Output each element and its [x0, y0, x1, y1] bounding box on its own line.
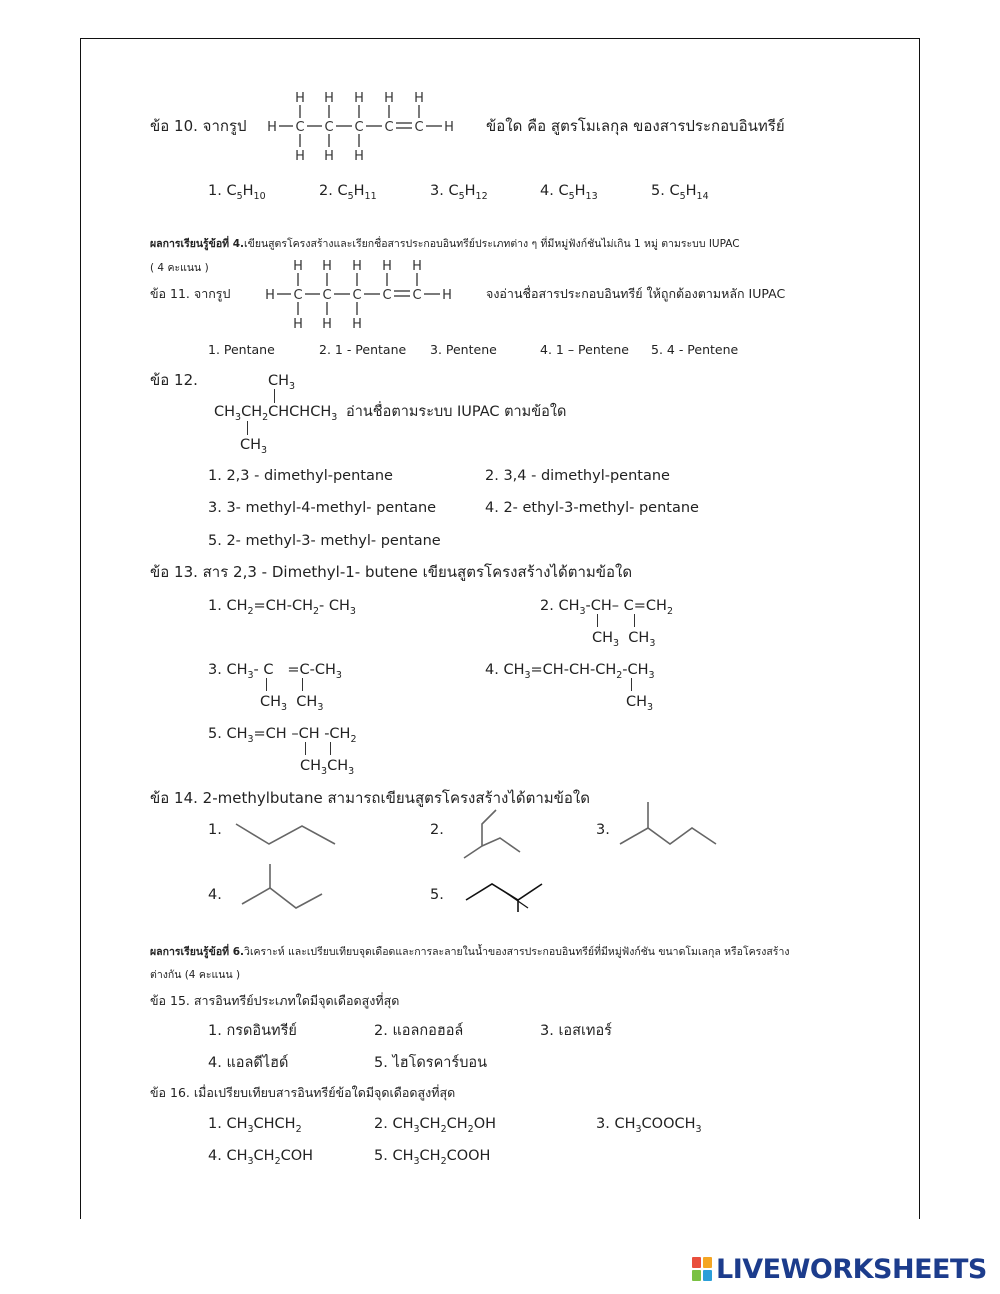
q14-option-1-skeleton[interactable]: [234, 820, 338, 848]
q12-option-4[interactable]: 4. 2- ethyl-3-methyl- pentane: [485, 500, 699, 516]
q13-option-5[interactable]: 5. $CH_3=CH$ –CH $-CH_2$: [208, 726, 357, 745]
worksheet-page: [80, 38, 920, 1219]
logo-icon: [692, 1257, 712, 1281]
q10-option-4[interactable]: 4. $C_5H_{13}$: [540, 183, 598, 202]
svg-text:C: C: [293, 288, 303, 303]
q10-option-3[interactable]: 3. $C_5H_{12}$: [430, 183, 488, 202]
q10-question: ข้อใด คือ สูตรโมเลกุล ของสารประกอบอินทรีย์: [486, 117, 785, 135]
svg-text:H: H: [352, 317, 362, 332]
q10-pentene-structure: [266, 88, 462, 164]
q13-opt2-branches: $CH_3$ $CH_3$: [592, 630, 656, 649]
q13-option-4[interactable]: 4. $CH_3=CH-CH-CH_2-CH_3$: [485, 662, 655, 681]
logo-square-blue: [703, 1270, 712, 1281]
svg-text:H: H: [412, 259, 422, 274]
svg-text:H: H: [322, 317, 332, 332]
q13-question: ข้อ 13. สาร 2,3 - Dimethyl-1- butene เขียนสูตรโครงสร้างได้ตามข้อใด: [150, 563, 633, 581]
q11-option-4[interactable]: 4. 1 – Pentene: [540, 342, 629, 357]
outcome-6: ผลการเรียนรู้ข้อที่ 6.วิเคราะห์ และเปรียบเทียบจุดเดือดและการละลายในน้ำของสารประกอบอินทรีย์ที่มีหมู่ฟังก์ชัน ขนาดโมเลกุล หรือโครงสร้าง: [150, 946, 790, 958]
svg-text:H: H: [295, 149, 305, 164]
q11-prefix: ข้อ 11. จากรูป: [150, 286, 231, 301]
svg-text:H: H: [324, 149, 334, 164]
q14-number-3: 3.: [596, 822, 610, 838]
q12-option-2[interactable]: 2. 3,4 - dimethyl-pentane: [485, 468, 670, 484]
logo-square-orange: [703, 1257, 712, 1268]
q12-option-1[interactable]: 1. 2,3 - dimethyl-pentane: [208, 468, 393, 484]
q12-bond-top: [274, 389, 275, 403]
q16-option-3[interactable]: 3. $CH_3COOCH_3$: [596, 1116, 702, 1135]
q14-number-4: 4.: [208, 887, 222, 903]
outcome-6-score: ต่างกัน (4 คะแนน ): [150, 969, 241, 981]
q13-opt4-branch: $CH_3$: [626, 694, 654, 713]
svg-text:H: H: [267, 120, 277, 135]
outcome-4-score: ( 4 คะแนน ): [150, 262, 209, 274]
svg-text:H: H: [295, 91, 305, 106]
q14-option-3-skeleton[interactable]: [618, 800, 720, 848]
q14-question: ข้อ 14. 2-methylbutane สามารถเขียนสูตรโครงสร้างได้ตามข้อใด: [150, 789, 590, 807]
svg-text:H: H: [352, 259, 362, 274]
q14-option-2-skeleton[interactable]: [460, 808, 524, 862]
q12-top-methyl: $CH_3$: [268, 373, 296, 392]
q16-option-1[interactable]: 1. $CH_3CHCH_2$: [208, 1116, 302, 1135]
q15-option-4[interactable]: 4. แอลดีไฮด์: [208, 1055, 289, 1071]
q10-prefix: ข้อ 10. จากรูป: [150, 117, 247, 135]
svg-text:C: C: [382, 288, 392, 303]
svg-text:H: H: [322, 259, 332, 274]
q15-option-2[interactable]: 2. แอลกอฮอล์: [374, 1023, 464, 1039]
svg-text:H: H: [354, 149, 364, 164]
svg-text:H: H: [293, 259, 303, 274]
q12-bond-bottom: [247, 421, 248, 435]
q16-option-2[interactable]: 2. $CH_3CH_2CH_2OH$: [374, 1116, 497, 1135]
svg-text:H: H: [384, 91, 394, 106]
q13-opt3-bond-2: [302, 678, 303, 691]
q11-option-1[interactable]: 1. Pentane: [208, 342, 275, 357]
q11-pentene-structure: [262, 256, 458, 332]
svg-text:H: H: [293, 317, 303, 332]
svg-text:H: H: [382, 259, 392, 274]
q13-option-2[interactable]: 2. $CH_3-CH-$ $C=CH_2$: [540, 598, 673, 617]
svg-text:H: H: [324, 91, 334, 106]
logo-text: LIVEWORKSHEETS: [716, 1253, 987, 1285]
q16-option-4[interactable]: 4. $CH_3CH_2COH$: [208, 1148, 314, 1167]
q11-option-5[interactable]: 5. 4 - Pentene: [651, 342, 739, 357]
logo-square-green: [692, 1270, 701, 1281]
q13-opt5-bond-1: [305, 742, 306, 755]
q10-option-5[interactable]: 5. $C_5H_{14}$: [651, 183, 709, 202]
svg-text:C: C: [324, 120, 334, 135]
logo-square-red: [692, 1257, 701, 1268]
q12-option-5[interactable]: 5. 2- methyl-3- methyl- pentane: [208, 533, 441, 549]
q12-bottom-methyl: $CH_3$: [240, 437, 268, 456]
q12-prefix: ข้อ 12.: [150, 371, 198, 389]
svg-text:H: H: [414, 91, 424, 106]
q11-question: จงอ่านชื่อสารประกอบอินทรีย์ ให้ถูกต้องตามหลัก IUPAC: [486, 286, 786, 301]
q10-option-2[interactable]: 2. $C_5H_{11}$: [319, 183, 377, 202]
q13-opt3-branches: $CH_3$ $CH_3$: [260, 694, 324, 713]
q13-opt2-bond-2: [634, 614, 635, 627]
svg-text:C: C: [414, 120, 424, 135]
q15-option-3[interactable]: 3. เอสเทอร์: [540, 1023, 612, 1039]
svg-text:C: C: [412, 288, 422, 303]
q13-option-1[interactable]: 1. $CH_2=CH-CH_2-$ $CH_3$: [208, 598, 356, 617]
q10-option-1[interactable]: 1. $C_5H_{10}$: [208, 183, 266, 202]
outcome-4: ผลการเรียนรู้ข้อที่ 4.เขียนสูตรโครงสร้างและเรียกชื่อสารประกอบอินทรีย์ประเภทต่าง ๆ ที่มีหมู่ฟังก์ชันไม่เกิน 1 หมู่ ตามระบบ IUPAC: [150, 238, 740, 250]
svg-text:C: C: [354, 120, 364, 135]
q13-opt5-bond-2: [330, 742, 331, 755]
q14-option-4-skeleton[interactable]: [240, 862, 326, 912]
q14-number-5: 5.: [430, 887, 444, 903]
svg-text:C: C: [295, 120, 305, 135]
q11-option-2[interactable]: 2. 1 - Pentane: [319, 342, 407, 357]
svg-text:C: C: [352, 288, 362, 303]
svg-text:C: C: [384, 120, 394, 135]
q13-opt3-bond-1: [266, 678, 267, 691]
q13-opt4-bond: [631, 678, 632, 691]
q13-opt5-branches: $CH_3CH_3$: [300, 758, 355, 777]
svg-text:H: H: [442, 288, 452, 303]
q15-question: ข้อ 15. สารอินทรีย์ประเภทใดมีจุดเดือดสูงที่สุด: [150, 993, 400, 1008]
q15-option-1[interactable]: 1. กรดอินทรีย์: [208, 1023, 297, 1039]
q12-formula: $CH_3CH_2CHCHCH_3$: [214, 404, 338, 423]
liveworksheets-logo[interactable]: [692, 1254, 987, 1284]
q14-number-2: 2.: [430, 822, 444, 838]
svg-text:H: H: [354, 91, 364, 106]
q14-number-1: 1.: [208, 822, 222, 838]
svg-text:H: H: [265, 288, 275, 303]
q13-option-3[interactable]: 3. $CH_3-$ $C =C-CH_3$: [208, 662, 342, 681]
svg-text:H: H: [444, 120, 454, 135]
svg-text:C: C: [322, 288, 332, 303]
q15-option-5[interactable]: 5. ไฮโดรคาร์บอน: [374, 1055, 488, 1071]
q14-option-5-skeleton[interactable]: [462, 876, 546, 914]
q13-opt2-bond-1: [597, 614, 598, 627]
q12-question: อ่านชื่อตามระบบ IUPAC ตามข้อใด: [346, 404, 567, 420]
q16-question: ข้อ 16. เมื่อเปรียบเทียบสารอินทรีย์ข้อใดมีจุดเดือดสูงที่สุด: [150, 1085, 456, 1100]
q12-option-3[interactable]: 3. 3- methyl-4-methyl- pentane: [208, 500, 437, 516]
q16-option-5[interactable]: 5. $CH_3CH_2COOH$: [374, 1148, 491, 1167]
q11-option-3[interactable]: 3. Pentene: [430, 342, 497, 357]
